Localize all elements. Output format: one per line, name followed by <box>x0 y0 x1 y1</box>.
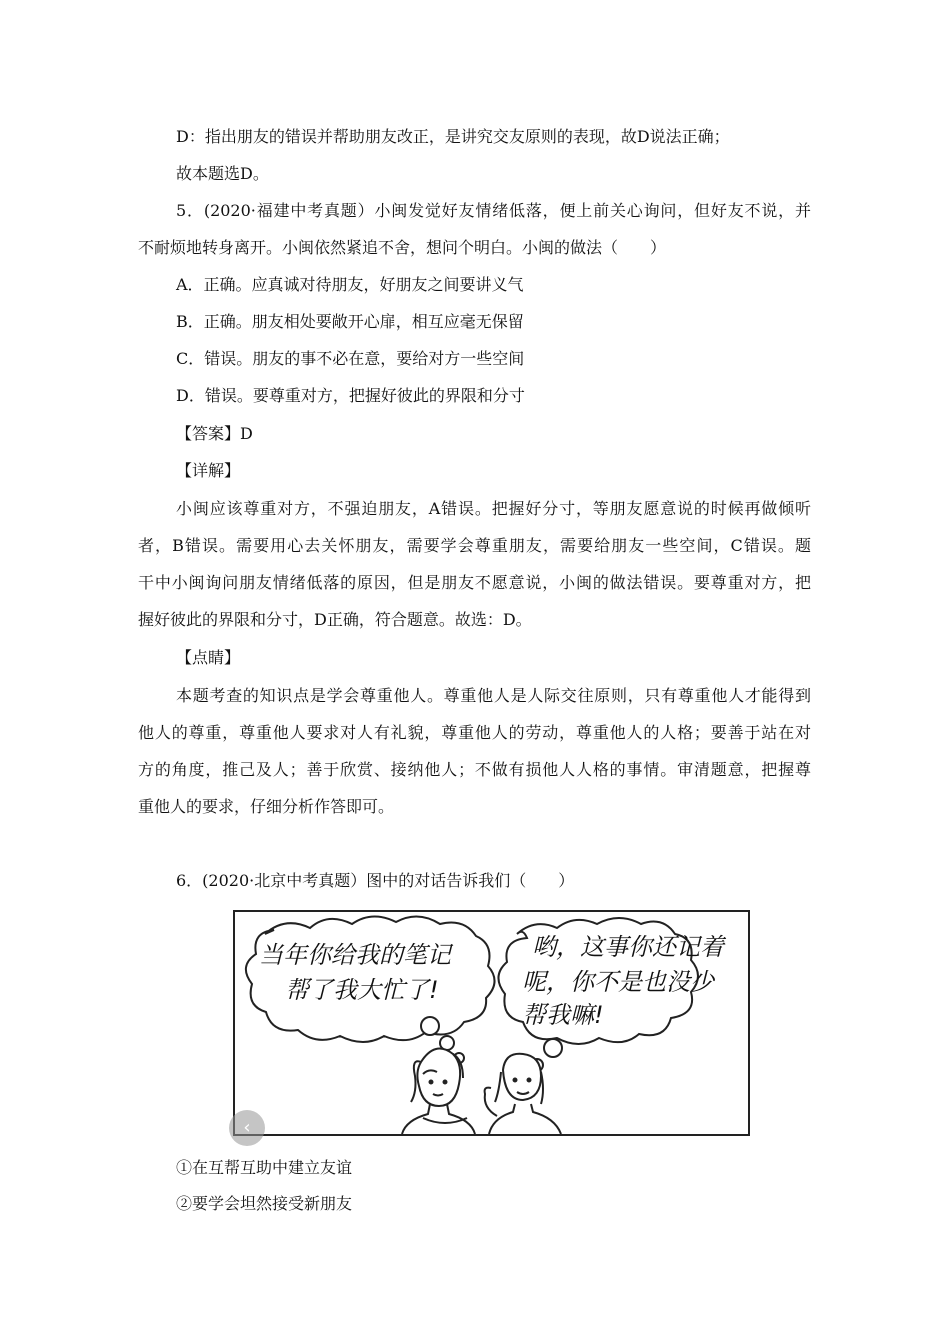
dianjing-line-4: 重他人的要求，仔细分析作答即可。 <box>138 797 395 816</box>
question-5-option-c: C．错误。朋友的事不必在意，要给对方一些空间 <box>176 349 525 368</box>
right-bubble-line1: 哟，这事你还记着 <box>532 933 724 961</box>
question-6-stem: 6．(2020·北京中考真题）图中的对话告诉我们（ ） <box>176 871 575 890</box>
dianjing-label: 【点睛】 <box>176 648 241 667</box>
dianjing-line-1: 本题考查的知识点是学会尊重他人。尊重他人是人际交往原则，只有尊重他人才能得到 <box>176 686 811 705</box>
right-bubble-line2: 呢，你不是也没少 <box>522 968 714 996</box>
right-bubble-line3: 帮我嘛! <box>522 1001 604 1029</box>
question-5-option-d: D．错误。要尊重对方，把握好彼此的界限和分寸 <box>176 386 525 405</box>
question-5-option-a: A．正确。应真诚对待朋友，好朋友之间要讲义气 <box>176 275 524 294</box>
question-6-option-1: ①在互帮互助中建立友谊 <box>176 1158 353 1177</box>
question-5-option-b: B．正确。朋友相处要敞开心扉，相互应毫无保留 <box>176 312 524 331</box>
left-girl-figure <box>402 1049 475 1134</box>
cartoon-image <box>233 910 750 1136</box>
question-5-stem-line2: 不耐烦地转身离开。小闽依然紧追不舍，想问个明白。小闽的做法（ ） <box>138 238 667 257</box>
answer-label: 【答案】D <box>176 424 253 443</box>
detail-line-3: 干中小闽询问朋友情绪低落的原因，但是朋友不愿意说，小闽的做法错误。要尊重对方，把 <box>138 573 811 592</box>
detail-line-1: 小闽应该尊重对方，不强迫朋友，A错误。把握好分寸，等朋友愿意说的时候再做倾听 <box>176 499 811 518</box>
question-5-stem-line1: 5．(2020·福建中考真题）小闽发觉好友情绪低落，便上前关心询问，但好友不说，并 <box>176 201 811 220</box>
detail-label: 【详解】 <box>176 461 241 480</box>
dianjing-line-3: 方的角度，推己及人；善于欣赏、接纳他人；不做有损他人人格的事情。审清题意，把握尊 <box>138 760 811 779</box>
chevron-left-icon: ‹ <box>243 1117 251 1138</box>
question-6-option-2: ②要学会坦然接受新朋友 <box>176 1194 353 1213</box>
paragraph-option-d-explanation: D：指出朋友的错误并帮助朋友改正，是讲究交友原则的表现，故D说法正确； <box>176 127 730 146</box>
dianjing-line-2: 他人的尊重，尊重他人要求对人有礼貌，尊重他人的劳动，尊重他人的人格；要善于站在对 <box>138 723 811 742</box>
detail-line-4: 握好彼此的界限和分寸，D正确，符合题意。故选：D。 <box>138 610 532 629</box>
cartoon-illustration <box>235 912 748 1134</box>
left-bubble-line1: 当年你给我的笔记 <box>259 941 451 969</box>
detail-line-2: 者，B错误。需要用心去关怀朋友，需要学会尊重朋友，需要给朋友一些空间，C错误。题 <box>138 536 811 555</box>
left-bubble-line2: 帮了我大忙了! <box>285 976 439 1004</box>
right-girl-figure <box>485 1054 561 1134</box>
previous-page-button[interactable] <box>229 1110 265 1146</box>
paragraph-conclusion: 故本题选D。 <box>176 164 269 183</box>
